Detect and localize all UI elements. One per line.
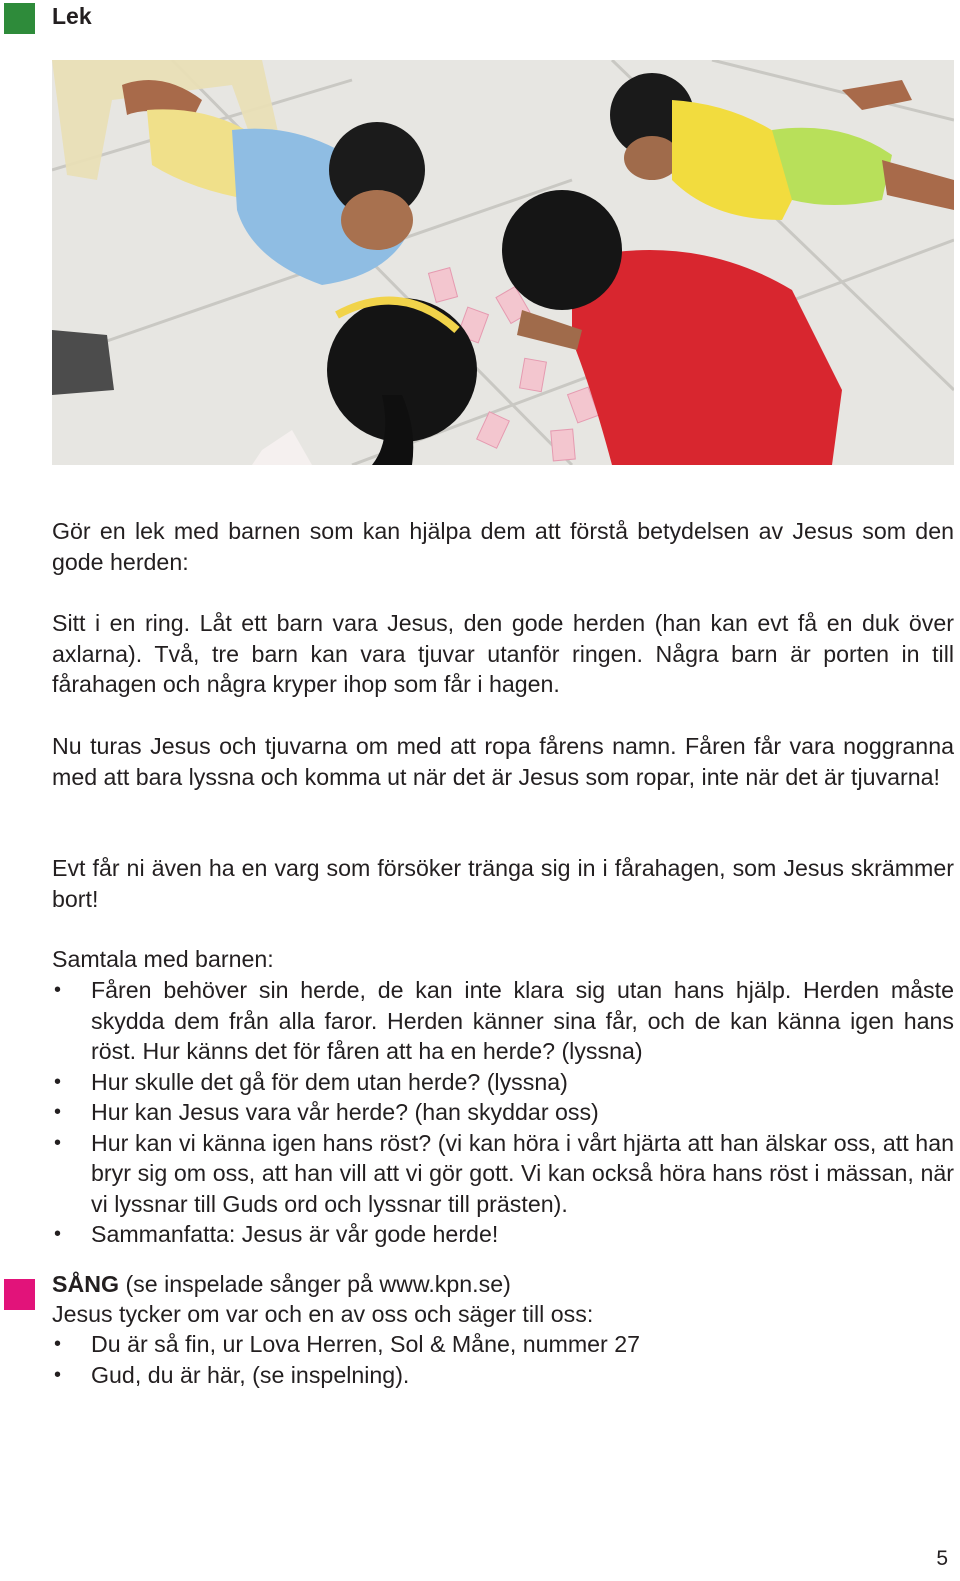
list-item: • Hur kan Jesus vara vår herde? (han skyddar oss) [52,1097,954,1128]
list-item: • Hur kan vi känna igen hans röst? (vi kan höra i vårt hjärta att han älskar oss, att han bryr sig om oss, att han vill att vi gör gott. Vi kan också höra hans röst i mässan, när vi lyssnar till Guds ord och lyssnar till prästen). [52,1128,954,1220]
photo-illustration [52,60,954,465]
list-item: • Fåren behöver sin herde, de kan inte klara sig utan hans hjälp. Herden måste skydda dem från alla faror. Herden känner sina får, och de kan känna igen hans röst. Hur känns det för fåren att ha en herde? (lyssna) [52,975,954,1067]
song-intro: Jesus tycker om var och en av oss och säger till oss: [52,1301,594,1327]
song-label: SÅNG [52,1271,119,1297]
talk-heading: Samtala med barnen: [52,946,274,972]
section-marker-sang [4,1279,35,1310]
song-list [52,1329,954,1390]
setup-paragraph: Sitt i en ring. Låt ett barn vara Jesus, den gode herden (han kan evt få en duk över axlarna). Två, tre barn kan vara tjuvar utanför ringen. Några barn är porten in till fårahagen och några kryper ihop som får i hagen. [52,610,954,697]
list-item: • Hur skulle det gå för dem utan herde? (lyssna) [52,1067,954,1098]
song-note: (se inspelade sånger på www.kpn.se) [119,1271,511,1297]
list-item: • Sammanfatta: Jesus är vår gode herde! [52,1219,954,1250]
wolf-paragraph: Evt får ni även ha en varg som försöker tränga sig in i fårahagen, som Jesus skrämmer bort! [52,855,954,912]
section-marker-lek [4,3,35,34]
play-paragraph: Nu turas Jesus och tjuvarna om med att ropa fårens namn. Fåren får vara noggranna med att bara lyssna och komma ut när det är Jesus som ropar, inte när det är tjuvarna! [52,733,954,790]
song-heading [52,1269,954,1300]
talk-points-list [52,975,954,1250]
page-number: 5 [936,1547,948,1570]
intro-paragraph: Gör en lek med barnen som kan hjälpa dem att förstå betydelsen av Jesus som den gode herden: [52,518,954,575]
section-heading: Lek [52,3,92,29]
list-item: • Gud, du är här, (se inspelning). [52,1360,954,1391]
children-playing-photo [52,60,954,465]
list-item: • Du är så fin, ur Lova Herren, Sol & Måne, nummer 27 [52,1329,954,1360]
